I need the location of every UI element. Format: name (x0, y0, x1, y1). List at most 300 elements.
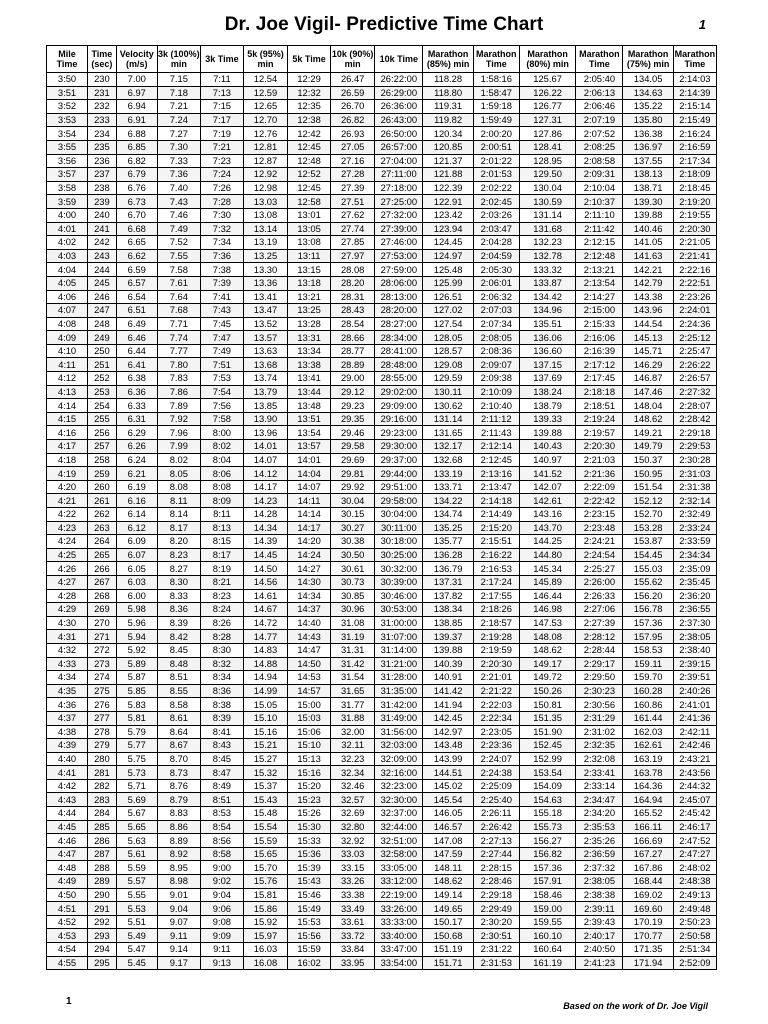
table-cell: 29.92 (331, 480, 375, 494)
table-cell: 31:42:00 (375, 698, 423, 712)
column-header-line: min (344, 59, 361, 69)
table-cell: 169.02 (623, 888, 673, 902)
table-cell: 6.36 (116, 385, 157, 399)
table-cell: 32.23 (331, 752, 375, 766)
table-cell: 2:38:05 (576, 875, 623, 889)
table-cell: 127.31 (519, 113, 575, 127)
table-cell: 147.46 (623, 385, 673, 399)
table-cell: 146.44 (519, 589, 575, 603)
table-row (47, 521, 717, 535)
table-cell: 14.28 (243, 508, 287, 522)
table-cell: 2:18:51 (576, 399, 623, 413)
table-cell: 6.94 (116, 100, 157, 114)
table-cell: 143.99 (423, 752, 473, 766)
table-cell: 5.47 (116, 943, 157, 957)
table-cell: 32:58:00 (375, 847, 423, 861)
table-cell: 259 (88, 467, 117, 481)
table-cell: 7:32 (200, 222, 243, 236)
table-cell: 2:13:54 (576, 276, 623, 290)
table-cell: 13:54 (288, 426, 331, 440)
table-cell: 5.96 (116, 616, 157, 630)
table-cell: 15.37 (243, 779, 287, 793)
column-header-line: Marathon (579, 48, 620, 59)
table-cell: 134.05 (623, 73, 673, 87)
table-cell: 8:21 (200, 575, 243, 589)
table-cell: 258 (88, 453, 117, 467)
table-cell: 28.08 (331, 263, 375, 277)
table-cell: 146.98 (519, 603, 575, 617)
column-header (243, 46, 287, 73)
table-cell: 33:40:00 (375, 929, 423, 943)
table-cell: 2:43:21 (673, 752, 716, 766)
table-cell: 14.88 (243, 657, 287, 671)
table-cell: 32:23:00 (375, 779, 423, 793)
table-cell: 6.88 (116, 127, 157, 141)
table-cell: 2:16:39 (576, 344, 623, 358)
table-cell: 151.71 (423, 956, 473, 970)
table-row (47, 331, 717, 345)
table-cell: 32.34 (331, 766, 375, 780)
table-cell: 5.53 (116, 902, 157, 916)
table-cell: 2:35:53 (576, 820, 623, 834)
table-cell: 2:21:03 (576, 453, 623, 467)
table-cell: 14.01 (243, 440, 287, 454)
table-cell: 8.23 (157, 548, 200, 562)
table-cell: 4:16 (47, 426, 88, 440)
table-cell: 2:24:07 (473, 752, 519, 766)
table-cell: 136.06 (519, 331, 575, 345)
table-cell: 156.20 (623, 589, 673, 603)
table-cell: 144.51 (423, 766, 473, 780)
table-cell: 130.59 (519, 195, 575, 209)
table-cell: 149.21 (623, 426, 673, 440)
table-cell: 12.98 (243, 181, 287, 195)
table-cell: 2:11:10 (576, 208, 623, 222)
table-cell: 27:32:00 (375, 208, 423, 222)
table-row (47, 943, 717, 957)
table-cell: 15:20 (288, 779, 331, 793)
table-cell: 8.27 (157, 562, 200, 576)
table-cell: 8:54 (200, 820, 243, 834)
table-cell: 139.33 (519, 412, 575, 426)
table-cell: 8.89 (157, 834, 200, 848)
table-cell: 14:57 (288, 684, 331, 698)
table-cell: 5.81 (116, 711, 157, 725)
table-cell: 15.70 (243, 861, 287, 875)
table-cell: 2:23:48 (576, 521, 623, 535)
table-row (47, 548, 717, 562)
table-cell: 125.99 (423, 276, 473, 290)
table-cell: 8:19 (200, 562, 243, 576)
table-cell: 2:33:14 (576, 779, 623, 793)
table-cell: 136.28 (423, 548, 473, 562)
table-cell: 135.80 (623, 113, 673, 127)
table-cell: 5.59 (116, 861, 157, 875)
table-cell: 147.08 (423, 834, 473, 848)
table-cell: 170.19 (623, 915, 673, 929)
table-cell: 161.44 (623, 711, 673, 725)
table-cell: 126.51 (423, 290, 473, 304)
table-cell: 2:16:53 (473, 562, 519, 576)
table-cell: 234 (88, 127, 117, 141)
table-cell: 8:28 (200, 630, 243, 644)
table-cell: 7.68 (157, 304, 200, 318)
column-header (157, 46, 200, 73)
table-cell: 27.85 (331, 236, 375, 250)
table-cell: 237 (88, 168, 117, 182)
table-cell: 7.92 (157, 412, 200, 426)
table-cell: 8:43 (200, 739, 243, 753)
table-cell: 138.79 (519, 399, 575, 413)
column-header (423, 46, 473, 73)
table-cell: 155.03 (623, 562, 673, 576)
table-cell: 2:31:02 (576, 725, 623, 739)
table-cell: 251 (88, 358, 117, 372)
table-cell: 1:58:47 (473, 86, 519, 100)
table-cell: 131.68 (519, 222, 575, 236)
table-cell: 14.45 (243, 548, 287, 562)
table-cell: 6.82 (116, 154, 157, 168)
table-cell: 30.73 (331, 575, 375, 589)
table-cell: 275 (88, 684, 117, 698)
table-cell: 15.48 (243, 807, 287, 821)
table-cell: 6.46 (116, 331, 157, 345)
table-cell: 15:16 (288, 766, 331, 780)
table-cell: 8.55 (157, 684, 200, 698)
table-cell: 3:53 (47, 113, 88, 127)
table-cell: 2:27:39 (576, 616, 623, 630)
table-cell: 142.79 (623, 276, 673, 290)
table-cell: 136.60 (519, 344, 575, 358)
table-row (47, 630, 717, 644)
table-cell: 132.17 (423, 440, 473, 454)
table-cell: 12:29 (288, 73, 331, 87)
table-cell: 5.89 (116, 657, 157, 671)
table-cell: 28:34:00 (375, 331, 423, 345)
table-cell: 13:41 (288, 372, 331, 386)
table-cell: 142.97 (423, 725, 473, 739)
table-cell: 2:24:36 (673, 317, 716, 331)
table-cell: 1:59:18 (473, 100, 519, 114)
table-row (47, 440, 717, 454)
table-cell: 2:39:43 (576, 915, 623, 929)
table-cell: 2:17:24 (473, 575, 519, 589)
table-cell: 288 (88, 861, 117, 875)
table-cell: 4:22 (47, 508, 88, 522)
table-cell: 2:07:52 (576, 127, 623, 141)
table-cell: 30:32:00 (375, 562, 423, 576)
table-cell: 15:30 (288, 820, 331, 834)
table-cell: 2:50:23 (673, 915, 716, 929)
table-cell: 6.97 (116, 86, 157, 100)
table-cell: 13:05 (288, 222, 331, 236)
table-cell: 33:26:00 (375, 902, 423, 916)
table-cell: 2:09:38 (473, 372, 519, 386)
table-cell: 31:14:00 (375, 643, 423, 657)
table-cell: 138.85 (423, 616, 473, 630)
table-cell: 8.17 (157, 521, 200, 535)
table-cell: 15.97 (243, 929, 287, 943)
table-cell: 33.61 (331, 915, 375, 929)
table-cell: 2:18:26 (473, 603, 519, 617)
column-header-line: 3k (100%) (158, 48, 200, 59)
table-cell: 6.07 (116, 548, 157, 562)
table-cell: 2:23:36 (473, 739, 519, 753)
table-cell: 7.18 (157, 86, 200, 100)
table-cell: 13:34 (288, 344, 331, 358)
table-cell: 7.27 (157, 127, 200, 141)
table-cell: 150.37 (623, 453, 673, 467)
table-row (47, 929, 717, 943)
table-cell: 160.10 (519, 929, 575, 943)
table-cell: 2:17:55 (473, 589, 519, 603)
table-cell: 8.39 (157, 616, 200, 630)
table-cell: 2:34:34 (673, 548, 716, 562)
table-cell: 31.77 (331, 698, 375, 712)
table-cell: 2:41:23 (576, 956, 623, 970)
table-cell: 262 (88, 508, 117, 522)
table-cell: 143.70 (519, 521, 575, 535)
table-cell: 5.51 (116, 915, 157, 929)
table-cell: 2:28:12 (576, 630, 623, 644)
table-cell: 7:47 (200, 331, 243, 345)
table-cell: 2:38:38 (576, 888, 623, 902)
column-header-line: Time (588, 59, 610, 69)
table-cell: 8:58 (200, 847, 243, 861)
table-cell: 170.77 (623, 929, 673, 943)
table-cell: 157.36 (519, 861, 575, 875)
table-cell: 4:05 (47, 276, 88, 290)
table-cell: 2:22:51 (673, 276, 716, 290)
table-cell: 255 (88, 412, 117, 426)
table-cell: 260 (88, 480, 117, 494)
column-header-line: Time (91, 48, 113, 59)
table-cell: 2:26:00 (576, 575, 623, 589)
table-cell: 8:23 (200, 589, 243, 603)
table-row (47, 752, 717, 766)
table-cell: 15:10 (288, 739, 331, 753)
table-cell: 291 (88, 902, 117, 916)
table-cell: 7:43 (200, 304, 243, 318)
table-cell: 29.58 (331, 440, 375, 454)
table-cell: 135.77 (423, 535, 473, 549)
table-row (47, 467, 717, 481)
table-cell: 157.91 (519, 875, 575, 889)
table-cell: 13:44 (288, 385, 331, 399)
table-cell: 12:42 (288, 127, 331, 141)
column-header (473, 46, 519, 73)
table-cell: 13.30 (243, 263, 287, 277)
table-cell: 133.19 (423, 467, 473, 481)
table-cell: 14.61 (243, 589, 287, 603)
table-cell: 2:15:51 (473, 535, 519, 549)
table-cell: 30:46:00 (375, 589, 423, 603)
table-cell: 14.67 (243, 603, 287, 617)
table-cell: 257 (88, 440, 117, 454)
table-cell: 31.88 (331, 711, 375, 725)
table-row (47, 820, 717, 834)
table-cell: 4:31 (47, 630, 88, 644)
table-cell: 171.94 (623, 956, 673, 970)
table-cell: 156.82 (519, 847, 575, 861)
column-header-line: (75%) min (626, 59, 670, 69)
table-cell: 9.01 (157, 888, 200, 902)
table-cell: 29.00 (331, 372, 375, 386)
table-cell: 29.23 (331, 399, 375, 413)
table-cell: 6.00 (116, 589, 157, 603)
table-cell: 33.72 (331, 929, 375, 943)
table-cell: 2:19:59 (473, 643, 519, 657)
table-cell: 12.54 (243, 73, 287, 87)
table-cell: 143.48 (423, 739, 473, 753)
table-cell: 1:59:49 (473, 113, 519, 127)
table-cell: 9.04 (157, 902, 200, 916)
table-cell: 14:11 (288, 494, 331, 508)
table-cell: 8.79 (157, 793, 200, 807)
table-cell: 130.04 (519, 181, 575, 195)
table-cell: 8:41 (200, 725, 243, 739)
table-cell: 171.35 (623, 943, 673, 957)
table-cell: 128.57 (423, 344, 473, 358)
table-cell: 13.25 (243, 249, 287, 263)
table-row (47, 154, 717, 168)
table-cell: 6.54 (116, 290, 157, 304)
table-cell: 2:29:18 (473, 888, 519, 902)
table-row (47, 399, 717, 413)
table-cell: 2:23:15 (576, 508, 623, 522)
table-cell: 12:38 (288, 113, 331, 127)
table-cell: 28.54 (331, 317, 375, 331)
table-cell: 166.69 (623, 834, 673, 848)
table-cell: 3:58 (47, 181, 88, 195)
table-cell: 150.26 (519, 684, 575, 698)
table-cell: 142.61 (519, 494, 575, 508)
table-cell: 5.79 (116, 725, 157, 739)
table-cell: 16.08 (243, 956, 287, 970)
table-cell: 160.64 (519, 943, 575, 957)
table-cell: 2:22:03 (473, 698, 519, 712)
table-cell: 14:07 (288, 480, 331, 494)
table-cell: 118.80 (423, 86, 473, 100)
table-cell: 165.52 (623, 807, 673, 821)
table-cell: 5.61 (116, 847, 157, 861)
table-cell: 156.27 (519, 834, 575, 848)
column-header-line: Marathon (527, 48, 568, 59)
table-cell: 140.97 (519, 453, 575, 467)
table-cell: 13:15 (288, 263, 331, 277)
table-cell: 150.95 (623, 467, 673, 481)
column-header-line: Mile (58, 48, 76, 59)
table-cell: 134.96 (519, 304, 575, 318)
table-cell: 149.14 (423, 888, 473, 902)
table-cell: 13:25 (288, 304, 331, 318)
table-cell: 2:47:52 (673, 834, 716, 848)
table-cell: 118.28 (423, 73, 473, 87)
table-cell: 2:36:59 (576, 847, 623, 861)
table-cell: 6.33 (116, 399, 157, 413)
table-cell: 32:30:00 (375, 793, 423, 807)
table-cell: 29:23:00 (375, 426, 423, 440)
table-cell: 31.08 (331, 616, 375, 630)
table-cell: 14:40 (288, 616, 331, 630)
table-cell: 146.57 (423, 820, 473, 834)
table-cell: 239 (88, 195, 117, 209)
table-cell: 294 (88, 943, 117, 957)
table-cell: 14:20 (288, 535, 331, 549)
table-row (47, 208, 717, 222)
table-cell: 161.19 (519, 956, 575, 970)
table-cell: 2:52:09 (673, 956, 716, 970)
table-cell: 30.96 (331, 603, 375, 617)
table-cell: 2:43:56 (673, 766, 716, 780)
table-cell: 132.78 (519, 249, 575, 263)
column-header-line: (m/s) (126, 59, 148, 69)
table-cell: 2:42:46 (673, 739, 716, 753)
table-cell: 4:19 (47, 467, 88, 481)
table-cell: 12:35 (288, 100, 331, 114)
table-cell: 6.76 (116, 181, 157, 195)
table-cell: 2:12:15 (576, 236, 623, 250)
table-cell: 135.22 (623, 100, 673, 114)
table-cell: 242 (88, 236, 117, 250)
table-cell: 129.50 (519, 168, 575, 182)
table-cell: 26:57:00 (375, 140, 423, 154)
table-cell: 138.34 (423, 603, 473, 617)
table-cell: 8.61 (157, 711, 200, 725)
table-cell: 4:33 (47, 657, 88, 671)
table-cell: 148.11 (423, 861, 473, 875)
table-row (47, 113, 717, 127)
table-cell: 3:55 (47, 140, 88, 154)
table-cell: 4:04 (47, 263, 88, 277)
table-cell: 6.14 (116, 508, 157, 522)
table-cell: 7:30 (200, 208, 243, 222)
table-cell: 13:21 (288, 290, 331, 304)
table-cell: 5.85 (116, 684, 157, 698)
table-cell: 8:17 (200, 548, 243, 562)
table-cell: 2:08:25 (576, 140, 623, 154)
table-cell: 2:34:20 (576, 807, 623, 821)
table-cell: 28.31 (331, 290, 375, 304)
table-cell: 132.23 (519, 236, 575, 250)
table-cell: 2:01:53 (473, 168, 519, 182)
table-cell: 2:02:45 (473, 195, 519, 209)
table-cell: 281 (88, 766, 117, 780)
table-cell: 32.69 (331, 807, 375, 821)
table-cell: 134.74 (423, 508, 473, 522)
table-cell: 2:26:42 (473, 820, 519, 834)
table-cell: 272 (88, 643, 117, 657)
table-row (47, 766, 717, 780)
table-cell: 7.61 (157, 276, 200, 290)
table-cell: 143.38 (623, 290, 673, 304)
table-cell: 7.80 (157, 358, 200, 372)
table-cell: 29.81 (331, 467, 375, 481)
table-cell: 148.62 (519, 643, 575, 657)
table-cell: 145.89 (519, 575, 575, 589)
table-cell: 8.48 (157, 657, 200, 671)
table-cell: 30:25:00 (375, 548, 423, 562)
table-cell: 7.96 (157, 426, 200, 440)
table-cell: 2:41:36 (673, 711, 716, 725)
table-cell: 4:28 (47, 589, 88, 603)
table-cell: 6.31 (116, 412, 157, 426)
table-row (47, 127, 717, 141)
table-cell: 119.31 (423, 100, 473, 114)
table-cell: 2:08:58 (576, 154, 623, 168)
table-cell: 4:12 (47, 372, 88, 386)
table-cell: 159.11 (623, 657, 673, 671)
